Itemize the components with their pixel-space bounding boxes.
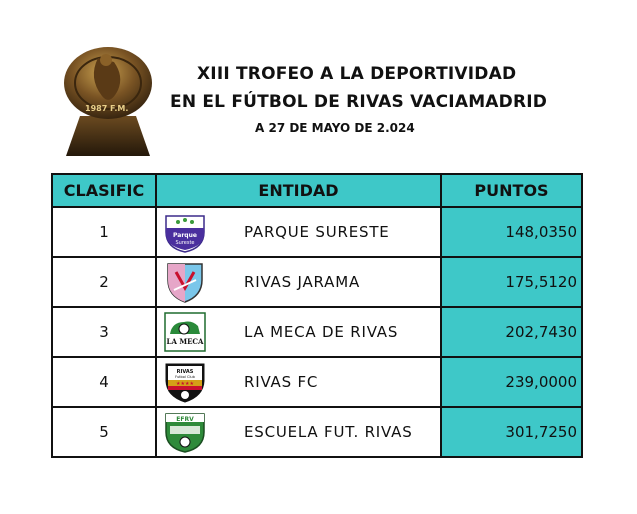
row-entity xyxy=(156,307,441,357)
row-points: 202,7430 xyxy=(441,307,582,357)
svg-text:EFRV: EFRV xyxy=(176,416,194,423)
entity-name: RIVAS FC xyxy=(244,373,319,391)
row-position: 1 xyxy=(52,207,156,257)
row-position: 5 xyxy=(52,407,156,457)
header-points: PUNTOS xyxy=(441,174,582,207)
rivas-jarama-crest-icon xyxy=(162,260,208,304)
table-row xyxy=(52,357,582,407)
row-points: 301,7250 xyxy=(441,407,582,457)
trophy-image xyxy=(58,38,158,160)
header-entity: ENTIDAD xyxy=(156,174,441,207)
parque-sureste-crest-icon xyxy=(162,210,208,254)
entity-name: RIVAS JARAMA xyxy=(244,273,360,291)
row-entity xyxy=(156,407,441,457)
table-row xyxy=(52,207,582,257)
row-points: 148,0350 xyxy=(441,207,582,257)
date-subtitle: A 27 DE MAYO DE 2.024 xyxy=(255,121,415,135)
svg-text:Parque: Parque xyxy=(173,232,197,239)
entity-name: ESCUELA FUT. RIVAS xyxy=(244,423,413,441)
svg-text:RIVAS: RIVAS xyxy=(176,369,194,375)
header-position: CLASIFIC xyxy=(52,174,156,207)
page-title-line2: EN EL FÚTBOL DE RIVAS VACIAMADRID xyxy=(170,92,548,112)
row-position: 2 xyxy=(52,257,156,307)
svg-text:Futbol Club: Futbol Club xyxy=(175,375,195,379)
trophy-inscription: 1987 F.M. xyxy=(85,104,129,113)
row-points: 175,5120 xyxy=(441,257,582,307)
page-title-line1: XIII TROFEO A LA DEPORTIVIDAD xyxy=(197,64,517,84)
row-position: 3 xyxy=(52,307,156,357)
row-points: 239,0000 xyxy=(441,357,582,407)
row-entity xyxy=(156,357,441,407)
la-meca-crest-icon xyxy=(162,310,208,354)
row-entity xyxy=(156,207,441,257)
table-header-row xyxy=(52,174,582,207)
rivas-fc-crest-icon xyxy=(162,360,208,404)
row-entity xyxy=(156,257,441,307)
entity-name: PARQUE SURESTE xyxy=(244,223,390,241)
escuela-fut-rivas-crest-icon xyxy=(162,410,208,454)
svg-text:Sureste: Sureste xyxy=(175,240,195,246)
table-row xyxy=(52,257,582,307)
svg-text:LA MECA: LA MECA xyxy=(166,337,204,346)
row-position: 4 xyxy=(52,357,156,407)
svg-text:★★★★: ★★★★ xyxy=(176,381,194,387)
entity-name: LA MECA DE RIVAS xyxy=(244,323,399,341)
table-row xyxy=(52,307,582,357)
table-row xyxy=(52,407,582,457)
standings-table xyxy=(51,173,583,458)
